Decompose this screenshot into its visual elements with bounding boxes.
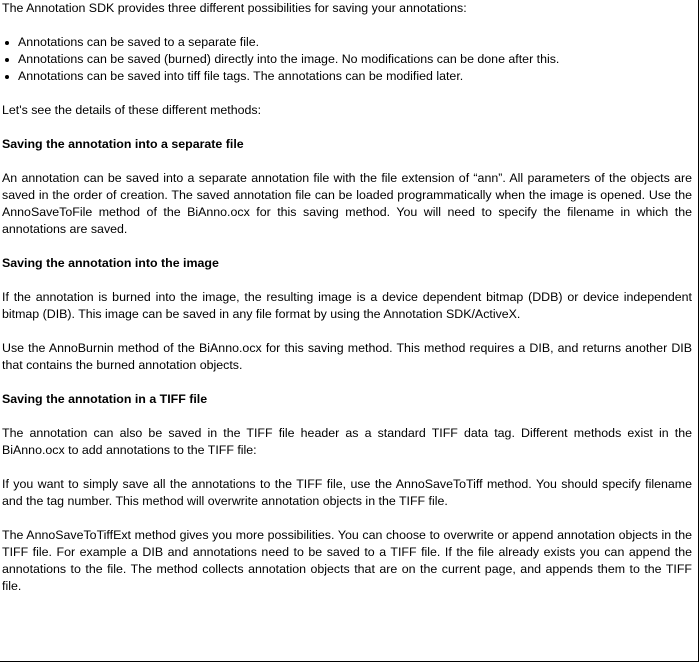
bullet-icon [5, 58, 9, 62]
spacer [2, 119, 692, 136]
list-item-label: Annotations can be saved to a separate file. [18, 35, 260, 49]
list-item-label: Annotations can be saved into tiff file tags. The annotations can be modified later. [18, 69, 464, 83]
section-paragraph: The AnnoSaveToTiffExt method gives you more possibilities. You can choose to overwrite or append annotation objects in the TIFF file. For example a DIB and annotations need to be saved to a TIFF file. If the file already exists you can append the annotations to the file. The method collects annotation objects that are on the current page, and appends them to the TIFF file. [2, 528, 692, 593]
spacer [2, 510, 692, 527]
section-paragraph: The annotation can also be saved in the TIFF file header as a standard TIFF data tag. Different methods exist in the BiAnno.ocx to add annotations to the TIFF file: [2, 426, 692, 457]
list-item [2, 68, 692, 85]
spacer [2, 153, 692, 170]
spacer [2, 459, 692, 476]
list-item [2, 34, 692, 51]
spacer [2, 85, 692, 102]
document-body [2, 0, 692, 595]
section-paragraph: An annotation can be saved into a separate annotation file with the file extension of “ann”. All parameters of the objects are saved in the order of creation. The saved annotation file can be loaded programmatically when the image is opened. Use the AnnoSaveToFile method of the BiAnno.ocx for this saving method. You will need to specify the filename in which the annotations are saved. [2, 171, 692, 236]
spacer [2, 17, 692, 34]
intro-paragraph: The Annotation SDK provides three different possibilities for saving your annotations: [2, 1, 467, 15]
bullet-icon [5, 75, 9, 79]
section-heading-tiff-file: Saving the annotation in a TIFF file [2, 392, 208, 406]
section-paragraph: Use the AnnoBurnin method of the BiAnno.ocx for this saving method. This method requires a DIB, and returns another DIB that contains the burned annotation objects. [2, 341, 692, 372]
lead-in-paragraph: Let's see the details of these different methods: [2, 103, 262, 117]
section-paragraph: If the annotation is burned into the image, the resulting image is a device dependent bitmap (DDB) or device independent bitmap (DIB). This image can be saved in any file format by using the Annotation SDK/ActiveX. [2, 290, 692, 321]
saving-options-list [2, 34, 692, 85]
spacer [2, 408, 692, 425]
spacer [2, 323, 692, 340]
list-item-label: Annotations can be saved (burned) directly into the image. No modifications can be done after this. [18, 52, 560, 66]
section-heading-separate-file: Saving the annotation into a separate file [2, 137, 244, 151]
spacer [2, 272, 692, 289]
section-heading-into-image: Saving the annotation into the image [2, 256, 219, 270]
list-item [2, 51, 692, 68]
bullet-icon [5, 41, 9, 45]
section-paragraph: If you want to simply save all the annotations to the TIFF file, use the AnnoSaveToTiff method. You should specify filename and the tag number. This method will overwrite annotation objects in the TIFF file. [2, 477, 692, 508]
spacer [2, 238, 692, 255]
spacer [2, 374, 692, 391]
